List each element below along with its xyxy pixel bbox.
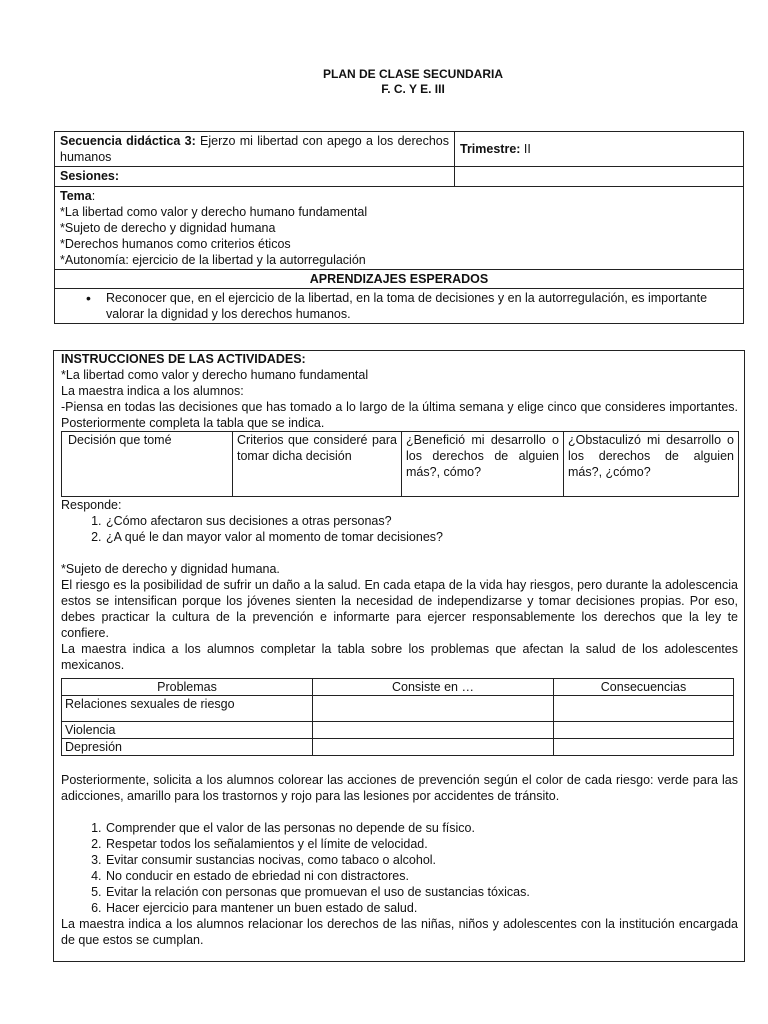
- problems-cell: Violencia: [62, 722, 313, 739]
- problems-cell: Depresión: [62, 739, 313, 756]
- sequence-value: Ejerzo mi libertad con apego a los derechos humanos: [60, 134, 450, 164]
- sessions-cell: [55, 167, 455, 187]
- prevention-item: 6. Hacer ejercicio para mantener un buen estado de salud.: [105, 900, 738, 916]
- risk-paragraph: El riesgo es la posibilidad de sufrir un daño a la salud. En cada etapa de la vida hay riesgos, pero durante la adolescencia estos se intensifican porque los jóvenes sienten la necesidad de independizarse y tomar decisiones propias. Por eso, debes practicar la cultura de la prevención e informarte para ejercer responsablemente los derechos que la ley te confiere.: [61, 578, 738, 640]
- plan-header-table: [54, 131, 744, 324]
- question-item: 1. ¿Cómo afectaron sus decisiones a otras personas?: [105, 513, 738, 529]
- bullet-icon: •: [86, 290, 91, 306]
- tema-item: *Autonomía: ejercicio de la libertad y la autorregulación: [60, 253, 366, 267]
- document-subtitle: F. C. Y E. III: [381, 82, 445, 96]
- decisions-header-cell: [62, 432, 233, 497]
- questions-list: [61, 513, 738, 545]
- sequence-row: [55, 132, 744, 167]
- tema-cell: [55, 187, 744, 270]
- prevention-item: 4. No conducir en estado de ebriedad ni con distractores.: [105, 868, 738, 884]
- aprendizajes-item: [86, 290, 738, 322]
- aprendizajes-row: [55, 289, 744, 324]
- problems-cell: Relaciones sexuales de riesgo: [62, 696, 313, 722]
- problems-row: [62, 739, 734, 756]
- activities-title: INSTRUCCIONES DE LAS ACTIVIDADES:: [61, 352, 306, 366]
- trimester-label: Trimestre: [460, 142, 517, 156]
- decisions-header-cell: ¿Obstaculizó mi desarrollo o los derechos de alguien más?, ¿cómo?: [564, 432, 739, 497]
- sequence-cell: [55, 132, 455, 167]
- prevention-item: 3. Evitar consumir sustancias nocivas, como tabaco o alcohol.: [105, 852, 738, 868]
- question-item: 2. ¿A qué le dan mayor valor al momento de tomar decisiones?: [105, 529, 738, 545]
- spacer: [61, 545, 738, 561]
- aprendizajes-cell: [55, 289, 744, 324]
- aprendizajes-header: APRENDIZAJES ESPERADOS: [55, 270, 744, 289]
- problems-header-cell: Problemas: [62, 679, 313, 696]
- problems-cell: [554, 739, 734, 756]
- topic-2: *Sujeto de derecho y dignidad humana.: [61, 562, 280, 576]
- problems-header-cell: Consiste en …: [313, 679, 554, 696]
- tema-label: Tema: [60, 189, 92, 203]
- tema-row: [55, 187, 744, 270]
- problems-table: [61, 678, 734, 756]
- activities-box: [53, 350, 745, 962]
- decisions-header-text: Decisión que tomé: [68, 433, 172, 447]
- aprendizajes-header-row: [55, 270, 744, 289]
- problems-header-row: [62, 679, 734, 696]
- decisions-header-row: [62, 432, 739, 497]
- spacer: [61, 756, 738, 772]
- problems-row: [62, 696, 734, 722]
- spacer: [61, 804, 738, 820]
- prevention-item: 2. Respetar todos los señalamientos y el límite de velocidad.: [105, 836, 738, 852]
- problems-header-cell: Consecuencias: [554, 679, 734, 696]
- color-paragraph: Posteriormente, solicita a los alumnos colorear las acciones de prevención según el color de cada riesgo: verde para las adicciones, amarillo para los trastornos y rojo para las lesiones por accidentes de tránsito.: [61, 773, 738, 803]
- sessions-value-cell: [455, 167, 744, 187]
- sessions-label: Sesiones:: [60, 169, 120, 183]
- tema-item: *Sujeto de derecho y dignidad humana: [60, 221, 276, 235]
- topic-1: *La libertad como valor y derecho humano fundamental: [61, 368, 369, 382]
- instruction-1: -Piensa en todas las decisiones que has tomado a lo largo de la última semana y elige cinco que consideres importantes. Posteriormente completa la tabla que se indica.: [61, 400, 738, 430]
- prevention-list: [61, 820, 738, 916]
- sessions-row: [55, 167, 744, 187]
- sequence-label: Secuencia didáctica 3:: [60, 134, 196, 148]
- trimester-value: II: [520, 142, 531, 156]
- final-paragraph: La maestra indica a los alumnos relacionar los derechos de las niñas, niños y adolescentes con la institución encargada de que estos se cumplan.: [61, 917, 738, 947]
- tema-item: *La libertad como valor y derecho humano fundamental: [60, 205, 368, 219]
- trimester-cell: [455, 132, 744, 167]
- aprendizajes-text: Reconocer que, en el ejercicio de la libertad, en la toma de decisiones y en la autorregulación, es importante valorar la dignidad y los derechos humanos.: [106, 291, 708, 321]
- prevention-item: 1. Comprender que el valor de las personas no depende de su físico.: [105, 820, 738, 836]
- responde-label: Responde:: [61, 498, 122, 512]
- decisions-header-cell: ¿Benefició mi desarrollo o los derechos de alguien más?, cómo?: [402, 432, 564, 497]
- problems-cell: [554, 696, 734, 722]
- teacher-intro: La maestra indica a los alumnos:: [61, 384, 244, 398]
- problems-cell: [313, 722, 554, 739]
- tema-item: *Derechos humanos como criterios éticos: [60, 237, 291, 251]
- problems-cell: [313, 739, 554, 756]
- trimester-colon: :: [516, 142, 521, 156]
- document-title: PLAN DE CLASE SECUNDARIA: [322, 67, 503, 81]
- decisions-header-cell: Criterios que consideré para tomar dicha decisión: [233, 432, 402, 497]
- decisions-table: [61, 431, 739, 497]
- aprendizajes-list: [60, 290, 738, 322]
- problems-cell: [313, 696, 554, 722]
- problems-cell: [554, 722, 734, 739]
- tema-colon: :: [91, 189, 96, 203]
- table-intro-paragraph: La maestra indica a los alumnos completar la tabla sobre los problemas que afectan la salud de los adolescentes mexicanos.: [61, 642, 738, 672]
- problems-row: [62, 722, 734, 739]
- prevention-item: 5. Evitar la relación con personas que promuevan el uso de sustancias tóxicas.: [105, 884, 738, 900]
